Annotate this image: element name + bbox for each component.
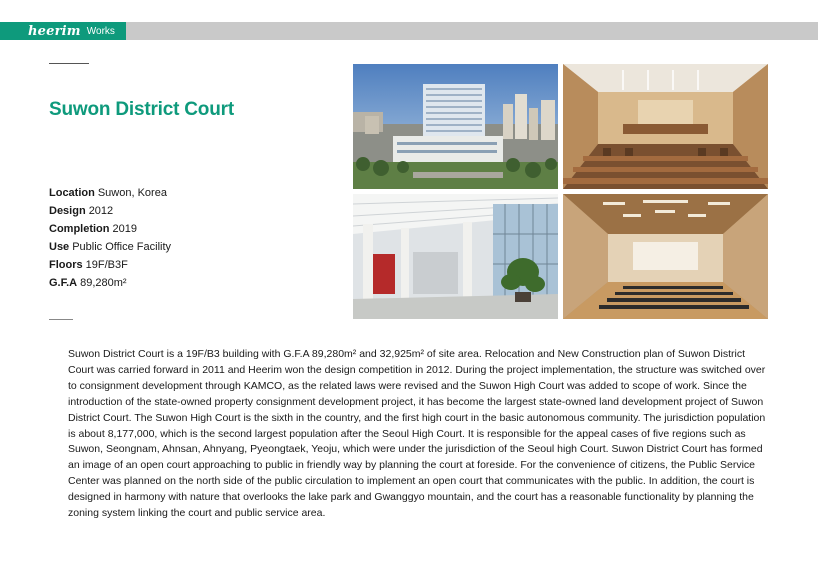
section-rule (49, 319, 73, 320)
spec-value: 19F/B3F (85, 259, 128, 271)
atrium-illustration (353, 194, 558, 319)
spec-value: 2012 (88, 205, 114, 217)
project-title: Suwon District Court (49, 99, 234, 120)
spec-design (49, 202, 171, 220)
spec-value: Suwon, Korea (97, 187, 167, 199)
auditorium-illustration (563, 194, 768, 319)
spec-location (49, 184, 171, 202)
title-rule (49, 63, 89, 64)
header-bar (0, 22, 818, 40)
spec-label: Design (49, 205, 86, 217)
spec-value: Public Office Facility (72, 241, 172, 253)
courtroom-illustration (563, 64, 768, 189)
project-description: Suwon District Court is a 19F/B3 building with G.F.A 89,280m² and 32,925m² of site area. Relocation and New Construction plan of Suwon District Court was carried forward in 2011 and Heerim won the design competition in 2012. During the project implementation, the structure was switched over to consignment development through KAMCO, as the related laws were revised and the Suwon High Court was added to scope of work. Since the introduction of the state-owned property consignment development project, it has become the largest state-owned land development project of Suwon District Court. The Suwon High Court is the sixth in the country, and the first high court in the basic autonomous community. The jurisdiction population is about 8,177,000, which is the second largest population after the Seoul High Court. It is responsible for the appeal cases of five regions such as Suwon, Seongnam, Ahnsan, Ahnyang, Pyeongtaek, Yeoju, which were under the jurisdiction of the Seoul high Court. Suwon District Court has formed an image of an open court approaching to public in friendly way by planning the court at foreside. For the convenience of citizens, the Public Service Center was planned on the north side of the public circulation to implement an open court that communicates with the public. In addition, the court is designed in harmony with nature that overlooks the lake park and Gwanggyo mountain, and the court has a reasonable functionality by planning the zoning system linking the court and public service area. (68, 348, 766, 520)
spec-label: G.F.A (49, 277, 78, 289)
exterior-illustration (353, 64, 558, 189)
project-specs (49, 184, 171, 292)
brand-block (0, 22, 126, 40)
photo-auditorium (563, 194, 768, 319)
spec-value: 89,280m² (80, 277, 127, 289)
spec-gfa (49, 274, 171, 292)
spec-label: Floors (49, 259, 83, 271)
spec-label: Completion (49, 223, 110, 235)
spec-label: Use (49, 241, 70, 253)
section-label: Works (86, 25, 115, 37)
spec-use (49, 238, 171, 256)
spec-completion (49, 220, 171, 238)
photo-exterior (353, 64, 558, 189)
brand-logo: heerim (28, 23, 81, 39)
spec-label: Location (49, 187, 95, 199)
photo-atrium (353, 194, 558, 319)
spec-value: 2019 (112, 223, 137, 235)
photo-courtroom (563, 64, 768, 189)
spec-floors (49, 256, 171, 274)
